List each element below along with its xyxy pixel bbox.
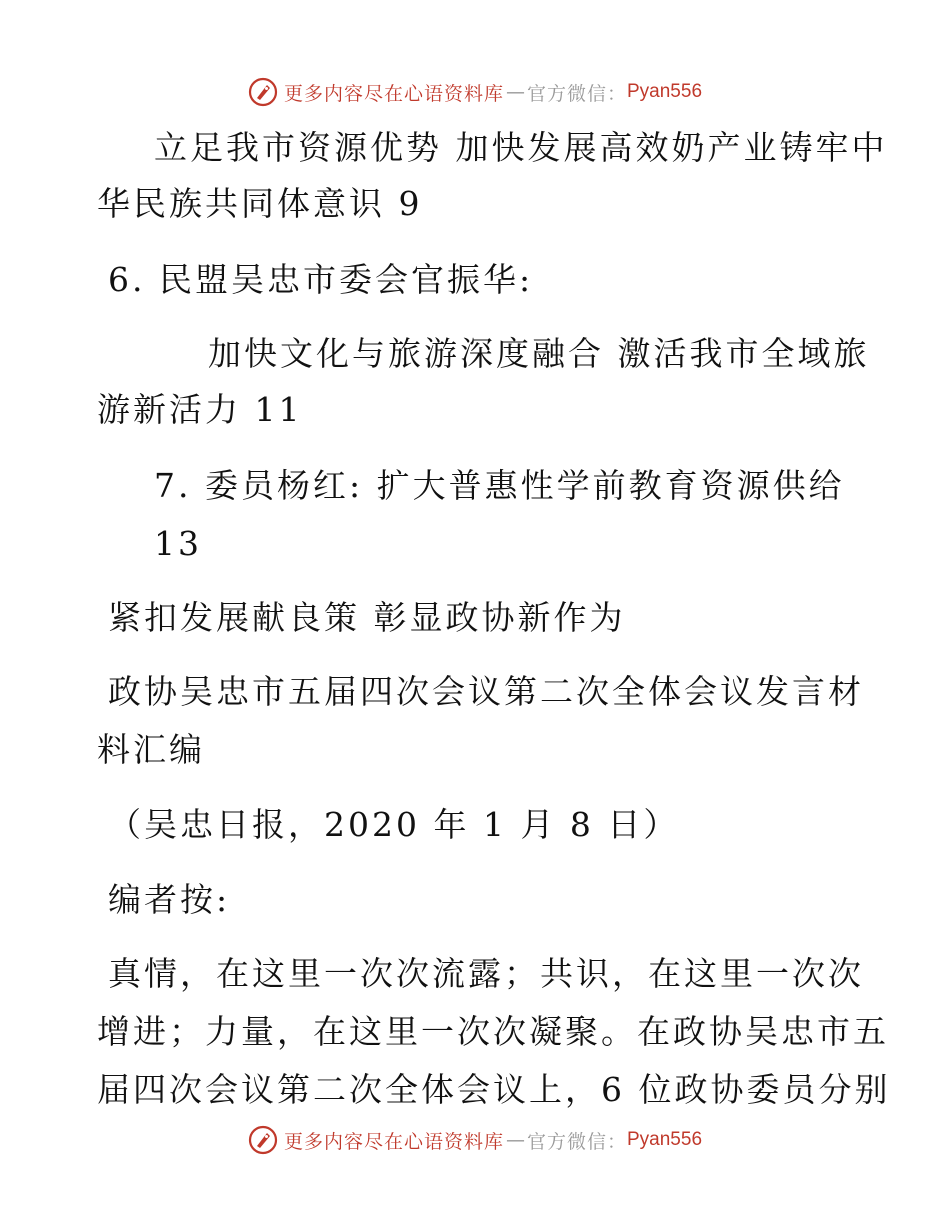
watermark-site-text: 更多内容尽在心语资料库 [283,82,504,105]
article-source: （吴忠日报，2020 年 1 月 8 日） [108,805,680,844]
article-subtitle: 政协吴忠市五届四次会议第二次全体会议发言材 [108,672,864,711]
watermark-wechat-id: Pyan556 [627,1129,703,1150]
toc-entry-line: 华民族共同体意识 9 [97,184,423,223]
paragraph-line: 增进；力量，在这里一次次凝聚。在政协吴忠市五 [97,1012,889,1051]
article-subtitle: 料汇编 [97,730,205,769]
footer-watermark [0,1120,950,1160]
watermark-separator: — [505,81,525,103]
paragraph-line: 真情，在这里一次次流露；共识，在这里一次次 [108,954,864,993]
watermark-wechat-label: 官方微信： [526,1130,627,1153]
watermark-site-text: 更多内容尽在心语资料库 [283,1130,504,1153]
toc-entry-heading: 6. 民盟吴忠市委会官振华: [108,260,534,299]
header-watermark [0,72,950,112]
watermark-separator: — [505,1129,525,1151]
pen-nib-logo-icon [248,1125,278,1155]
watermark-wechat-id: Pyan556 [627,81,703,102]
toc-entry-page: 13 [154,524,202,563]
toc-entry-line: 游新活力 11 [97,390,303,429]
toc-entry-line: 加快文化与旅游深度融合 激活我市全域旅 [208,334,870,373]
editor-note-heading: 编者按: [108,880,231,919]
pen-nib-logo-icon [248,77,278,107]
article-title: 紧扣发展献良策 彰显政协新作为 [108,598,626,637]
paragraph-line: 届四次会议第二次全体会议上，6 位政协委员分别 [97,1070,891,1109]
toc-entry-line: 7. 委员杨红: 扩大普惠性学前教育资源供给 [154,466,845,505]
watermark-wechat-label: 官方微信： [526,82,627,105]
toc-entry-line: 立足我市资源优势 加快发展高效奶产业铸牢中 [154,128,888,167]
